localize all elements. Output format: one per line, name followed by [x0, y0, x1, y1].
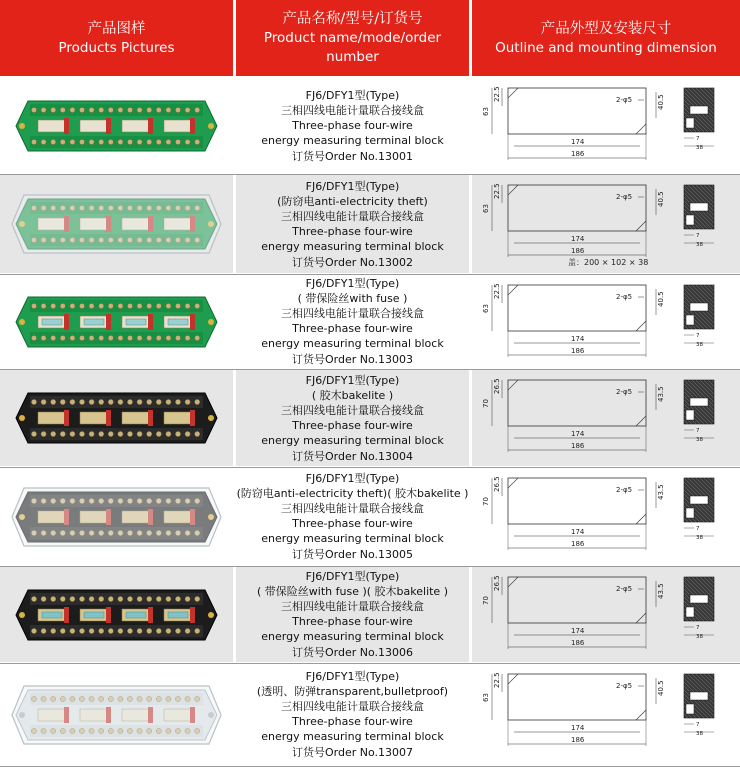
product-name-en: Three-phase four-wire [292, 715, 413, 728]
header-products-pictures [0, 0, 233, 76]
dim-top-label: 22.5 [493, 283, 501, 299]
dim-right-label: 40.5 [657, 94, 665, 110]
dim-side-b-label: 38 [696, 145, 703, 151]
dimension-drawing [478, 374, 734, 460]
product-model: FJ6/DFY1型(Type) [305, 670, 400, 683]
dim-side-a-label: 7 [696, 428, 700, 434]
dim-side-b-label: 38 [696, 535, 703, 541]
dim-side-a-label: 7 [696, 233, 700, 239]
product-name-zh: 三相四线电能计量联合接线盒 [281, 307, 424, 320]
product-name-zh: 三相四线电能计量联合接线盒 [281, 403, 424, 417]
product-model: FJ6/DFY1型(Type) [305, 277, 400, 290]
outline-dimension-cell [472, 275, 740, 368]
dim-top-label: 22.5 [493, 672, 501, 688]
order-number: 订货号Order No.13007 [291, 746, 413, 759]
order-number: 订货号Order No.13003 [291, 353, 413, 366]
outline-dimension-cell [472, 78, 740, 173]
dim-top-label: 26.5 [493, 476, 501, 492]
dim-inner-label: 174 [571, 724, 585, 732]
product-name-en: energy measuring terminal block [261, 532, 444, 545]
dim-height-label: 63 [482, 304, 490, 313]
dim-side-b-label: 38 [696, 731, 703, 737]
dim-width-label: 186 [571, 247, 585, 255]
dimension-drawing [478, 472, 734, 559]
product-picture-cell [0, 664, 233, 765]
product-row [0, 567, 740, 662]
product-name-cell [236, 468, 469, 565]
header-col2-zh: 产品名称/型号/订货号 [282, 11, 423, 27]
product-name-en: Three-phase four-wire [292, 224, 413, 238]
header-outline-dimension [472, 0, 740, 76]
product-variant: ( 胶木bakelite ) [311, 388, 394, 402]
dim-height-label: 70 [482, 399, 490, 408]
dim-side-b-label: 38 [696, 437, 703, 443]
dim-width-label: 186 [571, 150, 585, 158]
dim-inner-label: 174 [571, 627, 585, 635]
dim-side-b-label: 38 [696, 634, 703, 640]
product-name-zh: 三相四线电能计量联合接线盒 [281, 502, 424, 515]
dim-inner-label: 174 [571, 138, 585, 146]
dim-width-label: 186 [571, 442, 585, 450]
dim-side-a-label: 7 [696, 526, 700, 532]
dim-hole-label: 2-φ5 [616, 585, 633, 593]
product-name-en: Three-phase four-wire [292, 517, 413, 530]
dim-right-label: 43.5 [657, 484, 665, 500]
terminal-block-photo [10, 291, 223, 353]
dim-hole-label: 2-φ5 [616, 486, 633, 494]
outline-dimension-cell [472, 567, 740, 662]
product-name-en: energy measuring terminal block [261, 239, 444, 253]
dim-hole-label: 2-φ5 [616, 193, 633, 201]
product-name-en: energy measuring terminal block [261, 630, 444, 643]
order-number: 订货号Order No.13005 [291, 548, 413, 561]
product-name-cell [236, 370, 469, 466]
order-number: 订货号Order No.13006 [291, 646, 413, 659]
dimension-drawing [478, 279, 734, 362]
dim-hole-label: 2-φ5 [616, 388, 633, 396]
order-number: 订货号Order No.13001 [291, 149, 413, 163]
product-name-cell [236, 664, 469, 765]
terminal-block-photo [10, 486, 223, 548]
product-model: FJ6/DFY1型(Type) [305, 570, 400, 583]
terminal-block-photo [10, 387, 223, 449]
product-model: FJ6/DFY1型(Type) [305, 373, 400, 387]
product-name-zh: 三相四线电能计量联合接线盒 [281, 700, 424, 713]
header-col1-zh: 产品图样 [87, 20, 146, 37]
dim-height-label: 70 [482, 497, 490, 506]
header-col2-en: Product name/mode/order number [263, 30, 442, 65]
terminal-block-photo [10, 584, 223, 646]
product-variant: ( 带保险丝with fuse )( 胶木bakelite ) [257, 585, 448, 598]
outline-dimension-cell [472, 370, 740, 466]
dim-side-a-label: 7 [696, 333, 700, 339]
outline-dimension-cell [472, 664, 740, 765]
dim-side-b-label: 38 [696, 242, 703, 248]
product-name-zh: 三相四线电能计量联合接线盒 [281, 209, 424, 223]
product-name-en: energy measuring terminal block [261, 433, 444, 447]
product-variant: (防窃电anti-electricity theft) [277, 194, 428, 208]
dim-top-label: 22.5 [493, 183, 501, 199]
dimension-drawing [478, 668, 734, 759]
product-name-en: Three-phase four-wire [292, 418, 413, 432]
header-product-name [236, 0, 469, 76]
product-model: FJ6/DFY1型(Type) [305, 472, 400, 485]
product-row [0, 468, 740, 565]
product-picture-cell [0, 370, 233, 466]
dim-right-label: 40.5 [657, 191, 665, 207]
product-model: FJ6/DFY1型(Type) [305, 88, 400, 102]
dim-height-label: 63 [482, 107, 490, 116]
dim-inner-label: 174 [571, 335, 585, 343]
dim-height-label: 70 [482, 596, 490, 605]
product-row [0, 370, 740, 466]
product-row [0, 175, 740, 273]
dimension-drawing [478, 179, 734, 267]
product-name-cell [236, 175, 469, 273]
dim-side-b-label: 38 [696, 342, 703, 348]
dim-top-label: 26.5 [493, 378, 501, 394]
dim-side-a-label: 7 [696, 625, 700, 631]
product-name-en: energy measuring terminal block [261, 337, 444, 350]
dim-right-label: 40.5 [657, 680, 665, 696]
dim-right-label: 43.5 [657, 386, 665, 402]
product-variant: (透明、防弹transparent,bulletproof) [256, 685, 449, 698]
dim-inner-label: 174 [571, 430, 585, 438]
header-col1-en: Products Pictures [58, 39, 175, 56]
product-variant: (防窃电anti-electricity theft)( 胶木bakelite ) [236, 487, 469, 500]
dim-top-label: 22.5 [493, 86, 501, 102]
dim-hole-label: 2-φ5 [616, 96, 633, 104]
dim-height-label: 63 [482, 693, 490, 702]
dim-height-label: 63 [482, 204, 490, 213]
product-name-cell [236, 567, 469, 662]
product-picture-cell [0, 275, 233, 368]
product-picture-cell [0, 78, 233, 173]
product-model: FJ6/DFY1型(Type) [305, 179, 400, 193]
product-name-cell [236, 78, 469, 173]
dimension-drawing [478, 82, 734, 167]
product-row [0, 664, 740, 765]
product-picture-cell [0, 567, 233, 662]
product-name-en: Three-phase four-wire [292, 322, 413, 335]
order-number: 订货号Order No.13004 [291, 449, 413, 463]
product-name-en: Three-phase four-wire [292, 118, 413, 132]
dim-right-label: 43.5 [657, 583, 665, 599]
dimension-drawing [478, 571, 734, 656]
dim-hole-label: 2-φ5 [616, 682, 633, 690]
product-row [0, 78, 740, 173]
dim-hole-label: 2-φ5 [616, 293, 633, 301]
lid-size-note: 盖：200 × 102 × 38 [568, 258, 649, 267]
header-col3-en: Outline and mounting dimension [495, 39, 717, 56]
terminal-block-photo [10, 95, 223, 157]
product-name-zh: 三相四线电能计量联合接线盒 [281, 103, 424, 117]
dim-top-label: 26.5 [493, 575, 501, 591]
dim-side-a-label: 7 [696, 136, 700, 142]
table-header [0, 0, 740, 76]
product-picture-cell [0, 175, 233, 273]
terminal-block-photo [10, 193, 223, 255]
outline-dimension-cell [472, 175, 740, 273]
product-name-en: energy measuring terminal block [261, 730, 444, 743]
product-name-en: energy measuring terminal block [261, 133, 444, 147]
dim-side-a-label: 7 [696, 722, 700, 728]
dim-width-label: 186 [571, 347, 585, 355]
product-variant: ( 带保险丝with fuse ) [297, 292, 408, 305]
dim-width-label: 186 [571, 540, 585, 548]
outline-dimension-cell [472, 468, 740, 565]
dim-width-label: 186 [571, 639, 585, 647]
terminal-block-photo [10, 684, 223, 746]
product-name-zh: 三相四线电能计量联合接线盒 [281, 600, 424, 613]
product-name-cell [236, 275, 469, 368]
dim-inner-label: 174 [571, 235, 585, 243]
product-picture-cell [0, 468, 233, 565]
dim-right-label: 40.5 [657, 291, 665, 307]
product-row [0, 275, 740, 368]
product-name-en: Three-phase four-wire [292, 615, 413, 628]
order-number: 订货号Order No.13002 [291, 255, 413, 269]
header-col3-zh: 产品外型及安装尺寸 [540, 20, 672, 37]
dim-width-label: 186 [571, 736, 585, 744]
dim-inner-label: 174 [571, 528, 585, 536]
